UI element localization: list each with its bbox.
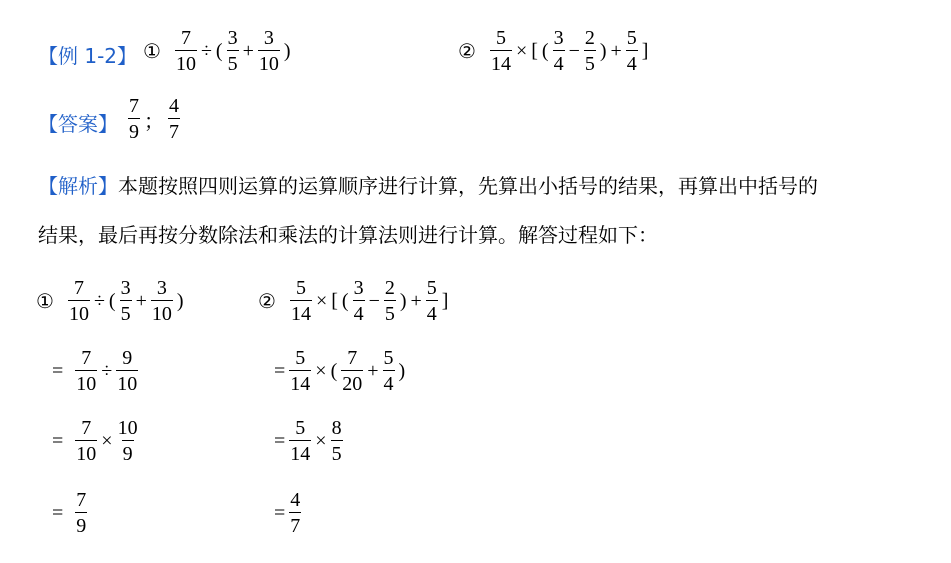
denominator: 10	[68, 300, 90, 324]
denominator: 10	[75, 440, 97, 464]
fraction	[289, 418, 311, 464]
denominator: 4	[426, 300, 438, 324]
math-symbol: ]	[641, 39, 649, 62]
math-symbol: (	[330, 359, 338, 382]
fraction	[426, 278, 438, 324]
numerator: 3	[120, 277, 131, 299]
math-symbol: ②	[258, 290, 276, 313]
denominator: 5	[331, 440, 343, 464]
solution-1-step-2	[50, 418, 141, 464]
math-symbol: −	[368, 289, 380, 312]
math-symbol: )	[599, 39, 607, 62]
denominator: 4	[626, 50, 638, 74]
fraction	[290, 278, 312, 324]
math-symbol: (	[341, 289, 349, 312]
answer-fraction-2	[168, 96, 180, 142]
numerator: 5	[426, 277, 437, 299]
math-symbol: )	[283, 39, 291, 62]
analysis-paragraph	[38, 170, 818, 199]
fraction	[75, 418, 97, 464]
numerator: 3	[263, 27, 274, 49]
problem-1-marker: ①	[143, 40, 161, 63]
math-symbol: ÷	[93, 289, 105, 312]
solution-2-step-1	[272, 348, 407, 394]
fraction	[151, 278, 173, 324]
fraction	[75, 490, 87, 536]
math-symbol: ×	[315, 429, 327, 452]
fraction	[117, 418, 139, 464]
answer-fraction-1	[128, 96, 140, 142]
answer-label: 【答案】	[38, 112, 118, 136]
math-symbol: )	[176, 289, 184, 312]
solution-1-step-1	[50, 348, 140, 394]
fraction	[626, 28, 638, 74]
numerator: 7	[347, 347, 358, 369]
math-symbol: −	[568, 39, 580, 62]
numerator: 9	[122, 347, 133, 369]
numerator: 7	[81, 347, 92, 369]
fraction	[68, 278, 90, 324]
fraction	[584, 28, 596, 74]
math-symbol: ；	[144, 110, 164, 133]
denominator: 14	[290, 300, 312, 324]
math-symbol: )	[399, 289, 407, 312]
denominator: 5	[227, 50, 239, 74]
analysis-label: 【解析】	[38, 174, 118, 198]
numerator: 5	[495, 27, 506, 49]
denominator: 14	[490, 50, 512, 74]
math-symbol: =	[274, 359, 286, 382]
math-symbol: +	[367, 359, 379, 382]
denominator: 7	[168, 118, 180, 142]
numerator: 5	[626, 27, 637, 49]
denominator: 14	[289, 370, 311, 394]
denominator: 9	[128, 118, 140, 142]
solution-1-step-0	[36, 278, 186, 324]
math-symbol: +	[242, 39, 254, 62]
numerator: 10	[117, 417, 138, 439]
solution-2-step-0	[258, 278, 450, 324]
denominator: 10	[151, 300, 173, 324]
denominator: 10	[258, 50, 280, 74]
math-symbol: =	[274, 501, 286, 524]
math-symbol: ×	[315, 359, 327, 382]
fraction	[75, 348, 97, 394]
math-symbol: ×	[315, 289, 328, 312]
denominator: 5	[584, 50, 596, 74]
denominator: 5	[120, 300, 132, 324]
fraction	[384, 278, 396, 324]
math-symbol: ]	[441, 289, 449, 312]
math-symbol: +	[610, 39, 622, 62]
math-symbol: (	[215, 39, 223, 62]
solution-1-step-3	[50, 490, 89, 536]
denominator: 9	[75, 512, 87, 536]
fraction	[383, 348, 395, 394]
numerator: 4	[290, 489, 301, 511]
example-problem-2	[458, 28, 650, 74]
math-symbol: ÷	[101, 359, 113, 382]
math-symbol: =	[52, 501, 64, 524]
denominator: 10	[116, 370, 138, 394]
fraction	[175, 28, 197, 74]
denominator: 4	[383, 370, 395, 394]
numerator: 7	[180, 27, 191, 49]
numerator: 7	[73, 277, 84, 299]
fraction	[353, 278, 365, 324]
denominator: 20	[341, 370, 363, 394]
numerator: 3	[156, 277, 167, 299]
math-symbol: ①	[36, 290, 54, 313]
denominator: 4	[553, 50, 565, 74]
numerator: 5	[383, 347, 394, 369]
numerator: 2	[384, 277, 395, 299]
numerator: 3	[227, 27, 238, 49]
numerator: 3	[353, 277, 364, 299]
denominator: 14	[289, 440, 311, 464]
denominator: 9	[122, 440, 134, 464]
fraction	[331, 418, 343, 464]
denominator: 5	[384, 300, 396, 324]
denominator: 7	[289, 512, 301, 536]
denominator: 4	[353, 300, 365, 324]
math-symbol: ÷	[200, 39, 212, 62]
problem-2-marker: ②	[458, 40, 476, 63]
denominator: 10	[175, 50, 197, 74]
denominator: 10	[75, 370, 97, 394]
numerator: 7	[129, 95, 139, 117]
example-label: 【例 1-2】	[38, 44, 138, 68]
example-problem-1	[143, 28, 293, 74]
fraction	[227, 28, 239, 74]
math-symbol: ×	[515, 39, 528, 62]
answer-values	[126, 96, 182, 142]
numerator: 5	[295, 417, 306, 439]
math-symbol: +	[135, 289, 147, 312]
fraction	[289, 490, 301, 536]
fraction	[553, 28, 565, 74]
math-symbol: =	[52, 429, 64, 452]
numerator: 4	[169, 95, 179, 117]
math-symbol: =	[52, 359, 64, 382]
fraction	[120, 278, 132, 324]
numerator: 5	[295, 277, 306, 299]
fraction	[490, 28, 512, 74]
fraction	[258, 28, 280, 74]
solution-2-step-3	[272, 490, 303, 536]
numerator: 7	[76, 489, 87, 511]
numerator: 7	[81, 417, 92, 439]
analysis-line-2: 结果，最后再按分数除法和乘法的计算法则进行计算。解答过程如下：	[38, 223, 658, 247]
math-symbol: ×	[101, 429, 113, 452]
math-symbol: [	[331, 289, 338, 312]
numerator: 5	[295, 347, 306, 369]
analysis-line-1: 本题按照四则运算的运算顺序进行计算，先算出小括号的结果，再算出中括号的	[118, 174, 818, 198]
math-symbol: =	[274, 429, 286, 452]
math-symbol: )	[398, 359, 406, 382]
math-symbol: (	[108, 289, 116, 312]
numerator: 2	[584, 27, 595, 49]
solution-2-step-2	[272, 418, 345, 464]
math-symbol: [	[531, 39, 538, 62]
numerator: 3	[553, 27, 564, 49]
fraction	[116, 348, 138, 394]
fraction	[341, 348, 363, 394]
math-symbol: (	[541, 39, 549, 62]
numerator: 8	[331, 417, 342, 439]
math-symbol: +	[410, 289, 422, 312]
fraction	[289, 348, 311, 394]
